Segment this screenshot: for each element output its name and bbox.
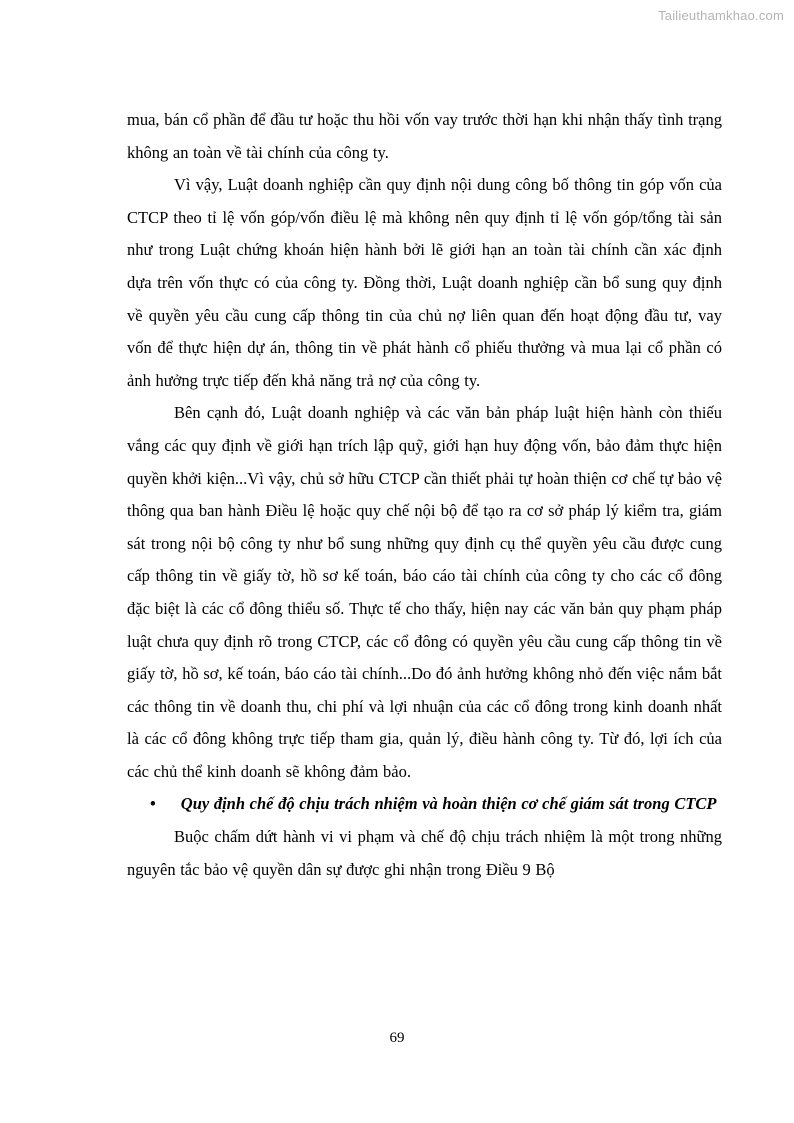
paragraph: mua, bán cổ phần để đầu tư hoặc thu hồi vốn vay trước thời hạn khi nhận thấy tình trạng không an toàn về tài chính của công ty. [127, 110, 722, 162]
watermark-text: Tailieuthamkhao.com [658, 8, 784, 23]
paragraph: Bên cạnh đó, Luật doanh nghiệp và các văn bản pháp luật hiện hành còn thiếu vắng các quy định về giới hạn trích lập quỹ, giới hạn huy động vốn, bảo đảm thực hiện quyền khởi kiện...Vì vậy, chủ sở hữu CTCP cần thiết phải tự hoàn thiện cơ chế tự bảo vệ thông qua ban hành Điều lệ hoặc quy chế nội bộ để tạo ra cơ sở pháp lý kiểm tra, giám sát trong nội bộ công ty như bổ sung những quy định cụ thể quyền yêu cầu được cung cấp thông tin về giấy tờ, hồ sơ kế toán, báo cáo tài chính của công ty cho các cổ đông đặc biệt là các cổ đông thiểu số. Thực tế cho thấy, hiện nay các văn bản quy phạm pháp luật chưa quy định rõ trong CTCP, các cổ đông có quyền yêu cầu cung cấp thông tin về giấy tờ, hồ sơ, kế toán, báo cáo tài chính...Do đó ảnh hưởng không nhỏ đến việc nắm bắt các thông tin về doanh thu, chi phí và lợi nhuận của các cổ đông trong kinh doanh nhất là các cổ đông không trực tiếp tham gia, quản lý, điều hành công ty. Từ đó, lợi ích của các chủ thể kinh doanh sẽ không đảm bảo. [127, 403, 722, 781]
paragraph: Vì vậy, Luật doanh nghiệp cần quy định nội dung công bố thông tin góp vốn của CTCP theo tỉ lệ vốn góp/vốn điều lệ mà không nên quy định tỉ lệ vốn góp/tổng tài sản như trong Luật chứng khoán hiện hành bởi lẽ giới hạn an toàn tài chính cần xác định dựa trên vốn thực có của công ty. Đồng thời, Luật doanh nghiệp cần bổ sung quy định về quyền yêu cầu cung cấp thông tin của chủ nợ liên quan đến hoạt động đầu tư, vay vốn để thực hiện dự án, thông tin về phát hành cổ phiếu thưởng và mua lại cổ phần có ảnh hưởng trực tiếp đến khả năng trả nợ của công ty. [127, 175, 722, 390]
paragraph: Buộc chấm dứt hành vi vi phạm và chế độ chịu trách nhiệm là một trong những nguyên tắc bảo vệ quyền dân sự được ghi nhận trong Điều 9 Bộ [127, 827, 722, 879]
page-number: 69 [389, 1030, 405, 1046]
bullet-icon: • [150, 794, 156, 814]
bullet-item-text: Quy định chế độ chịu trách nhiệm và hoàn thiện cơ chế giám sát trong CTCP [180, 794, 717, 814]
bullet-item [127, 788, 722, 821]
page-content [127, 104, 722, 886]
